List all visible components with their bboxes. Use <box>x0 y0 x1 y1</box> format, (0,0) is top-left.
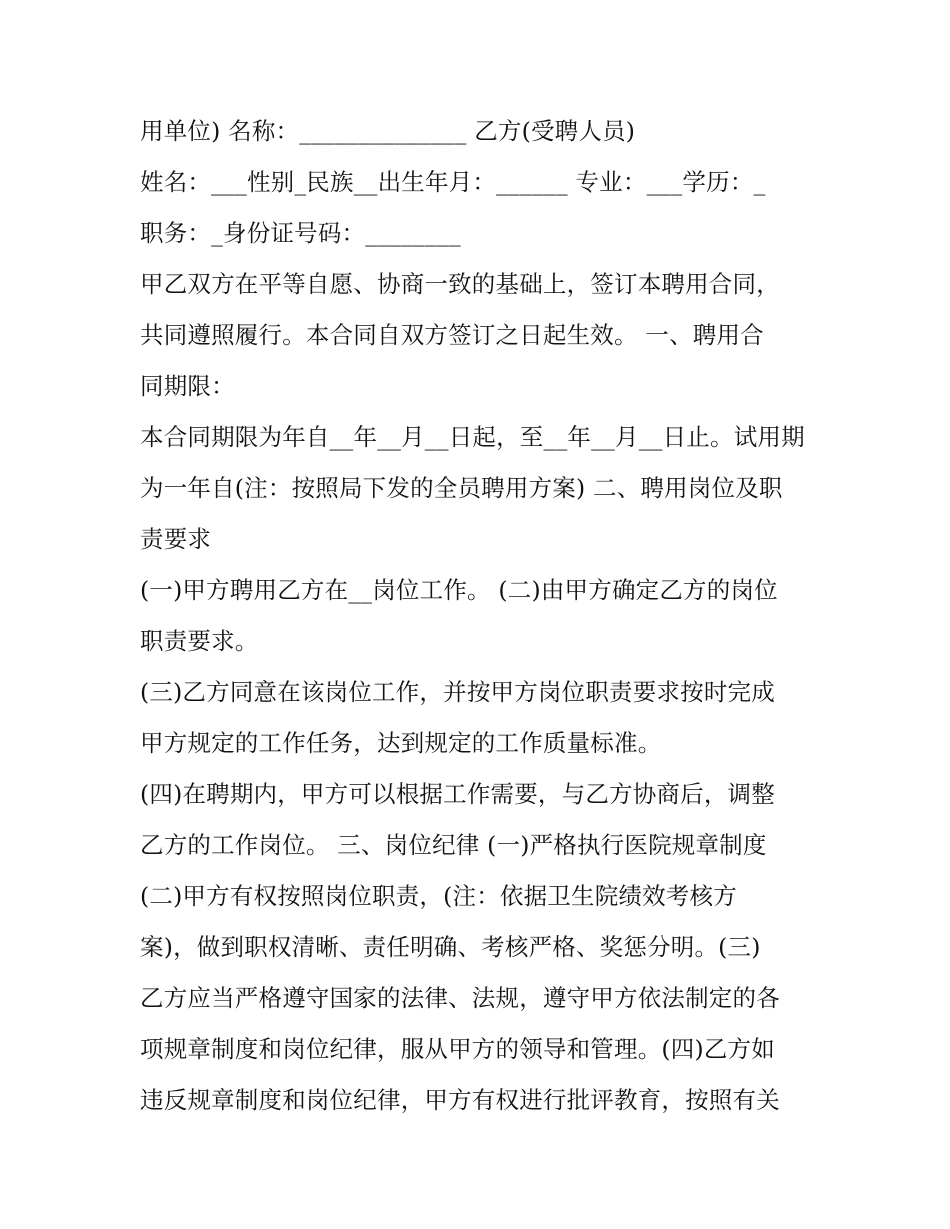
text-line: 本合同期限为年自__年__月__日起，至__年__月__日止。试用期 <box>140 423 805 451</box>
text-line: 为一年自(注：按照局下发的全员聘用方案) 二、聘用岗位及职 <box>140 474 783 502</box>
text-line: 用单位) 名称：______________ 乙方(受聘人员) <box>140 117 636 145</box>
text-line: (二)甲方有权按照岗位职责，(注：依据卫生院绩效考核方 <box>140 882 737 910</box>
text-line: 职责要求。 <box>140 627 259 655</box>
text-line: 职务：_身份证号码：________ <box>140 219 461 247</box>
text-line: 甲方规定的工作任务，达到规定的工作质量标准。 <box>140 729 662 757</box>
text-line: 同期限： <box>140 372 235 400</box>
document-body <box>140 106 840 1126</box>
text-line: 乙方应当严格遵守国家的法律、法规，遵守甲方依法制定的各 <box>140 984 780 1012</box>
text-line: 责要求 <box>140 525 212 553</box>
text-line: 甲乙双方在平等自愿、协商一致的基础上，签订本聘用合同， <box>140 270 780 298</box>
text-line: 违反规章制度和岗位纪律，甲方有权进行批评教育，按照有关 <box>140 1086 780 1114</box>
text-line: (三)乙方同意在该岗位工作，并按甲方岗位职责要求按时完成 <box>140 678 775 706</box>
text-line: (一)甲方聘用乙方在__岗位工作。 (二)由甲方确定乙方的岗位 <box>140 576 778 604</box>
text-line: 乙方的工作岗位。 三、岗位纪律 (一)严格执行医院规章制度 <box>140 831 767 859</box>
text-line: 案)，做到职权清晰、责任明确、考核严格、奖惩分明。(三) <box>140 933 761 961</box>
text-line: 共同遵照履行。本合同自双方签订之日起生效。 一、聘用合 <box>140 321 764 349</box>
text-line: 项规章制度和岗位纪律，服从甲方的领导和管理。(四)乙方如 <box>140 1035 775 1063</box>
text-line: (四)在聘期内，甲方可以根据工作需要，与乙方协商后，调整 <box>140 780 775 808</box>
text-line: 姓名：___性别_民族__出生年月：______ 专业：___学历：_ <box>140 168 766 196</box>
